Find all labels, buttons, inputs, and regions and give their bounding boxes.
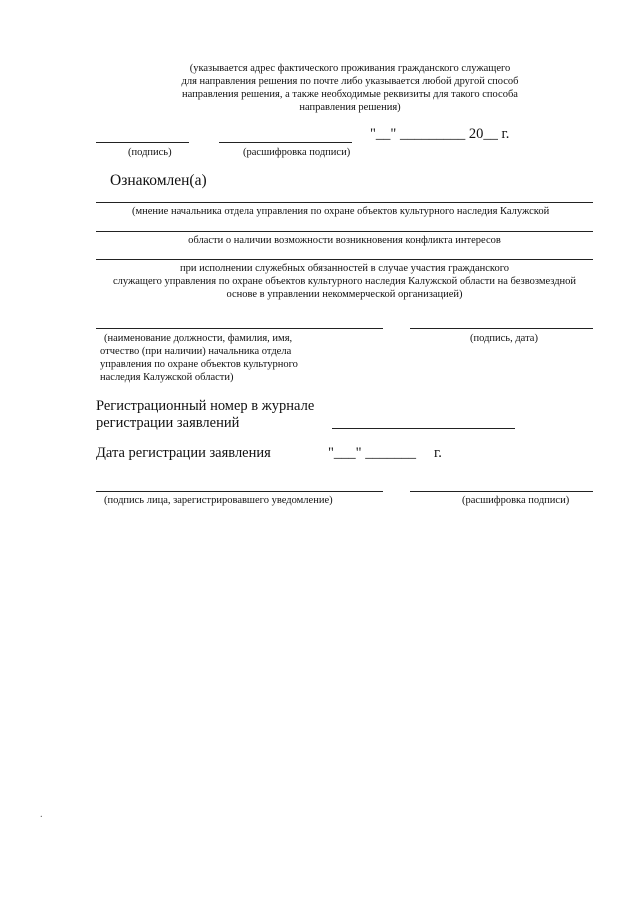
decode-line[interactable] bbox=[219, 142, 352, 143]
opinion-note-line: (мнение начальника отдела управления по охране объектов культурного наследия Калужской bbox=[132, 206, 550, 217]
registration-number-label-line: регистрации заявлений bbox=[96, 415, 240, 431]
registration-number-line[interactable] bbox=[332, 428, 515, 429]
acquainted-heading: Ознакомлен(а) bbox=[110, 172, 207, 189]
opinion-note-line: основе в управлении некоммерческой организацией) bbox=[226, 289, 463, 300]
registrar-decode-line[interactable] bbox=[410, 491, 593, 492]
footer-mark: . bbox=[40, 809, 43, 820]
opinion-note-line: при исполнении служебных обязанностей в случае участия гражданского bbox=[179, 263, 510, 274]
header-note-line: (указывается адрес фактического проживания гражданского служащего bbox=[189, 63, 511, 74]
registration-date-field[interactable]: "___" _______ bbox=[328, 445, 416, 461]
signature-line[interactable] bbox=[96, 142, 189, 143]
header-note-line: направления решения, а также необходимые реквизиты для такого способа bbox=[182, 89, 518, 100]
registration-number-label bbox=[96, 398, 314, 432]
registrar-decode-label: (расшифровка подписи) bbox=[462, 495, 570, 506]
opinion-line-2[interactable] bbox=[96, 231, 593, 232]
header-note bbox=[150, 62, 550, 114]
head-position-line[interactable] bbox=[96, 328, 383, 329]
opinion-line-1[interactable] bbox=[96, 202, 593, 203]
opinion-note-block bbox=[96, 262, 593, 301]
signature-label: (подпись) bbox=[128, 147, 172, 158]
header-note-line: направления решения) bbox=[299, 102, 401, 113]
opinion-line-3[interactable] bbox=[96, 259, 593, 260]
head-sign-line[interactable] bbox=[410, 328, 593, 329]
registration-date-label: Дата регистрации заявления bbox=[96, 445, 271, 461]
head-position-line-text: наследия Калужской области) bbox=[100, 372, 234, 383]
header-note-line: для направления решения по почте либо указывается любой другой способ bbox=[181, 76, 519, 87]
head-position-line-text: управления по охране объектов культурного bbox=[100, 359, 298, 370]
registrar-sign-line[interactable] bbox=[96, 491, 383, 492]
date-field[interactable]: "__" _________ 20__ г. bbox=[370, 126, 510, 142]
registrar-label: (подпись лица, зарегистрировавшего уведомление) bbox=[104, 495, 333, 506]
registration-year-suffix: г. bbox=[434, 445, 442, 461]
head-position-line-text: отчество (при наличии) начальника отдела bbox=[100, 346, 292, 357]
head-position-label bbox=[100, 332, 330, 384]
head-sign-date-label: (подпись, дата) bbox=[470, 333, 538, 344]
registration-number-label-line: Регистрационный номер в журнале bbox=[96, 398, 315, 414]
head-position-line-text: (наименование должности, фамилия, имя, bbox=[104, 333, 293, 344]
opinion-note-line: области о наличии возможности возникновения конфликта интересов bbox=[188, 235, 501, 246]
decode-label: (расшифровка подписи) bbox=[243, 147, 351, 158]
opinion-note-line: служащего управления по охране объектов культурного наследия Калужской области на безвозмездной bbox=[112, 276, 577, 287]
